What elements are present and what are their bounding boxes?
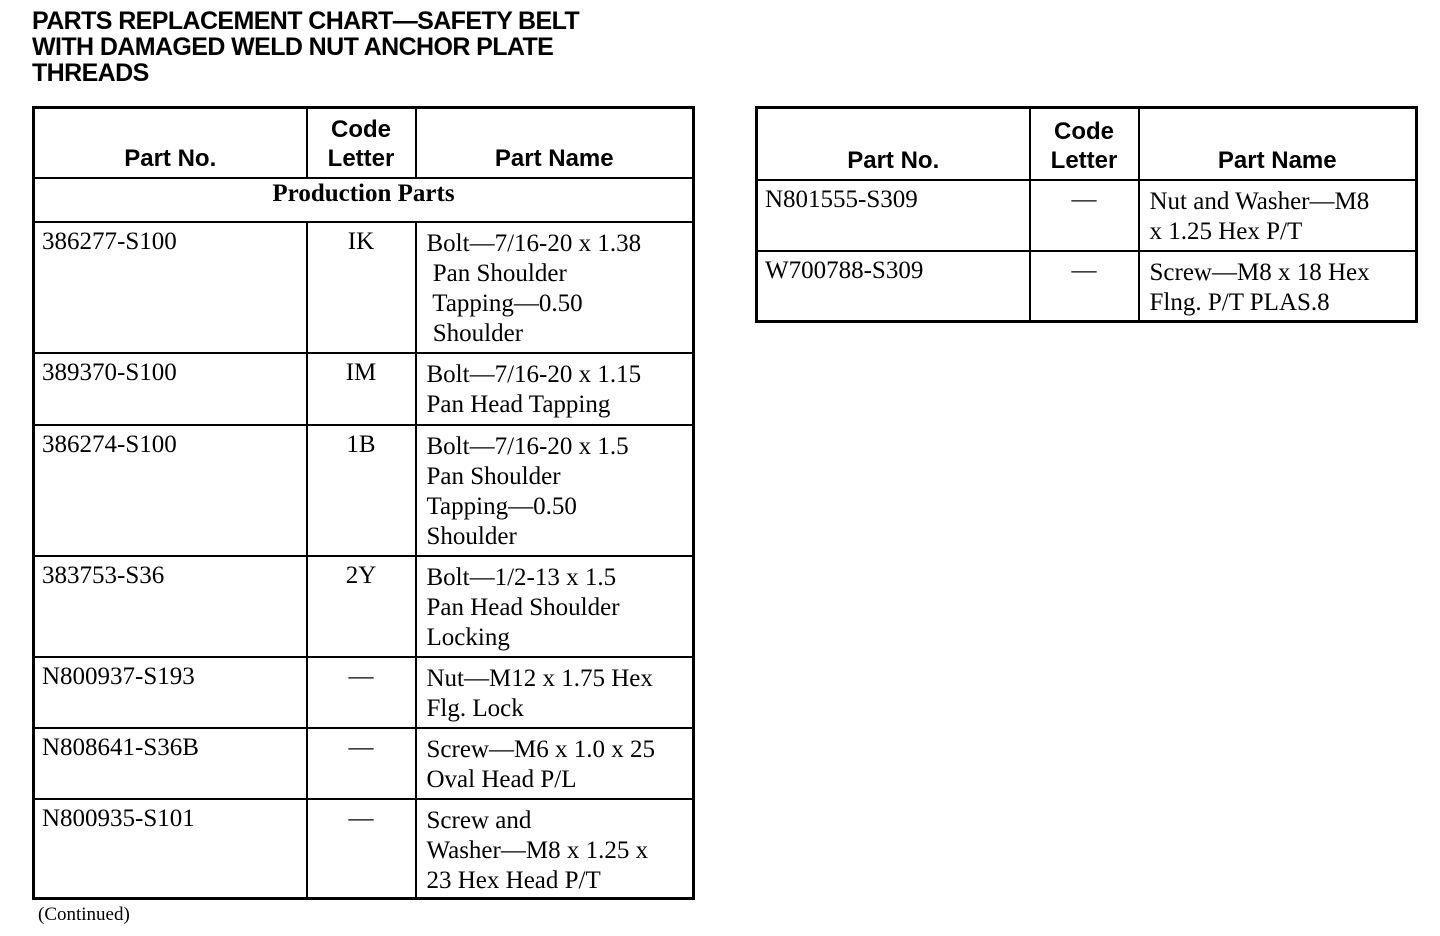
- part-name-line: Bolt—7/16-20 x 1.5: [426, 432, 629, 460]
- part-number-cell: 386274-S100: [34, 425, 307, 556]
- part-name-line: Tapping—0.50: [426, 289, 583, 317]
- part-name-cell: [416, 657, 694, 728]
- part-name-cell: [1139, 180, 1417, 251]
- part-number-cell: N808641-S36B: [34, 728, 307, 799]
- code-letter-cell: 1B: [307, 425, 416, 556]
- part-number-cell: N800937-S193: [34, 657, 307, 728]
- part-name-line: x 1.25 Hex P/T: [1149, 217, 1303, 245]
- header-code-letter: Code Letter: [1030, 108, 1139, 180]
- code-letter-cell: 2Y: [307, 556, 416, 657]
- code-letter-cell: IK: [307, 222, 416, 353]
- part-number-cell: W700788-S309: [757, 251, 1030, 322]
- part-name-line: Nut and Washer—M8: [1149, 187, 1370, 215]
- code-letter-cell: —: [307, 728, 416, 799]
- code-letter-cell: IM: [307, 353, 416, 425]
- table-row: [34, 728, 694, 799]
- title-line: WITH DAMAGED WELD NUT ANCHOR PLATE: [32, 33, 554, 61]
- part-name-line: Washer—M8 x 1.25 x: [426, 836, 649, 864]
- table-row: [34, 556, 694, 657]
- table-row: [34, 353, 694, 425]
- header-part-name: Part Name: [416, 108, 694, 178]
- part-name-line: Screw and: [426, 806, 532, 834]
- part-name-line: Bolt—1/2-13 x 1.5: [426, 563, 617, 591]
- code-letter-cell: —: [1030, 251, 1139, 322]
- section-row: [34, 178, 694, 222]
- table-row: [34, 425, 694, 556]
- parts-table-right: [755, 106, 1418, 323]
- part-name-line: Screw—M8 x 18 Hex: [1149, 258, 1370, 286]
- part-name-line: Locking: [426, 623, 510, 651]
- part-name-cell: [416, 799, 694, 899]
- header-part-no: Part No.: [34, 108, 307, 178]
- part-name-line: Pan Shoulder: [426, 462, 561, 490]
- table-row: [34, 657, 694, 728]
- code-letter-cell: —: [1030, 180, 1139, 251]
- part-name-line: Bolt—7/16-20 x 1.15: [426, 360, 642, 388]
- chart-title: [32, 8, 692, 86]
- part-name-line: Bolt—7/16-20 x 1.38: [426, 229, 642, 257]
- part-number-cell: N800935-S101: [34, 799, 307, 899]
- part-name-line: Tapping—0.50: [426, 492, 577, 520]
- part-name-cell: [1139, 251, 1417, 322]
- code-letter-cell: —: [307, 657, 416, 728]
- part-name-line: Shoulder: [426, 522, 517, 550]
- part-name-line: Screw—M6 x 1.0 x 25: [426, 735, 655, 763]
- part-name-cell: [416, 556, 694, 657]
- part-name-line: Pan Head Tapping: [426, 390, 611, 418]
- part-name-cell: [416, 353, 694, 425]
- code-letter-cell: —: [307, 799, 416, 899]
- part-name-line: Nut—M12 x 1.75 Hex: [426, 664, 653, 692]
- part-name-cell: [416, 728, 694, 799]
- table-row: [757, 180, 1417, 251]
- part-number-cell: 383753-S36: [34, 556, 307, 657]
- part-name-cell: [416, 222, 694, 353]
- part-name-line: 23 Hex Head P/T: [426, 866, 601, 894]
- title-line: THREADS: [32, 59, 149, 87]
- part-number-cell: 389370-S100: [34, 353, 307, 425]
- part-name-line: Flng. P/T PLAS.8: [1149, 288, 1330, 316]
- section-label: Production Parts: [34, 178, 694, 222]
- table-row: [34, 222, 694, 353]
- part-number-cell: 386277-S100: [34, 222, 307, 353]
- part-name-line: Oval Head P/L: [426, 765, 577, 793]
- part-name-cell: [416, 425, 694, 556]
- part-name-line: Pan Shoulder: [426, 259, 567, 287]
- header-code-letter: Code Letter: [307, 108, 416, 178]
- table-row: [757, 251, 1417, 322]
- header-part-no: Part No.: [757, 108, 1030, 180]
- table-row: [34, 799, 694, 899]
- part-number-cell: N801555-S309: [757, 180, 1030, 251]
- header-part-name: Part Name: [1139, 108, 1417, 180]
- continued-note: (Continued): [38, 904, 130, 925]
- part-name-line: Pan Head Shoulder: [426, 593, 620, 621]
- parts-table-left: [32, 106, 695, 900]
- part-name-line: Flg. Lock: [426, 694, 524, 722]
- title-line: PARTS REPLACEMENT CHART—SAFETY BELT: [32, 7, 580, 35]
- part-name-line: Shoulder: [426, 319, 524, 347]
